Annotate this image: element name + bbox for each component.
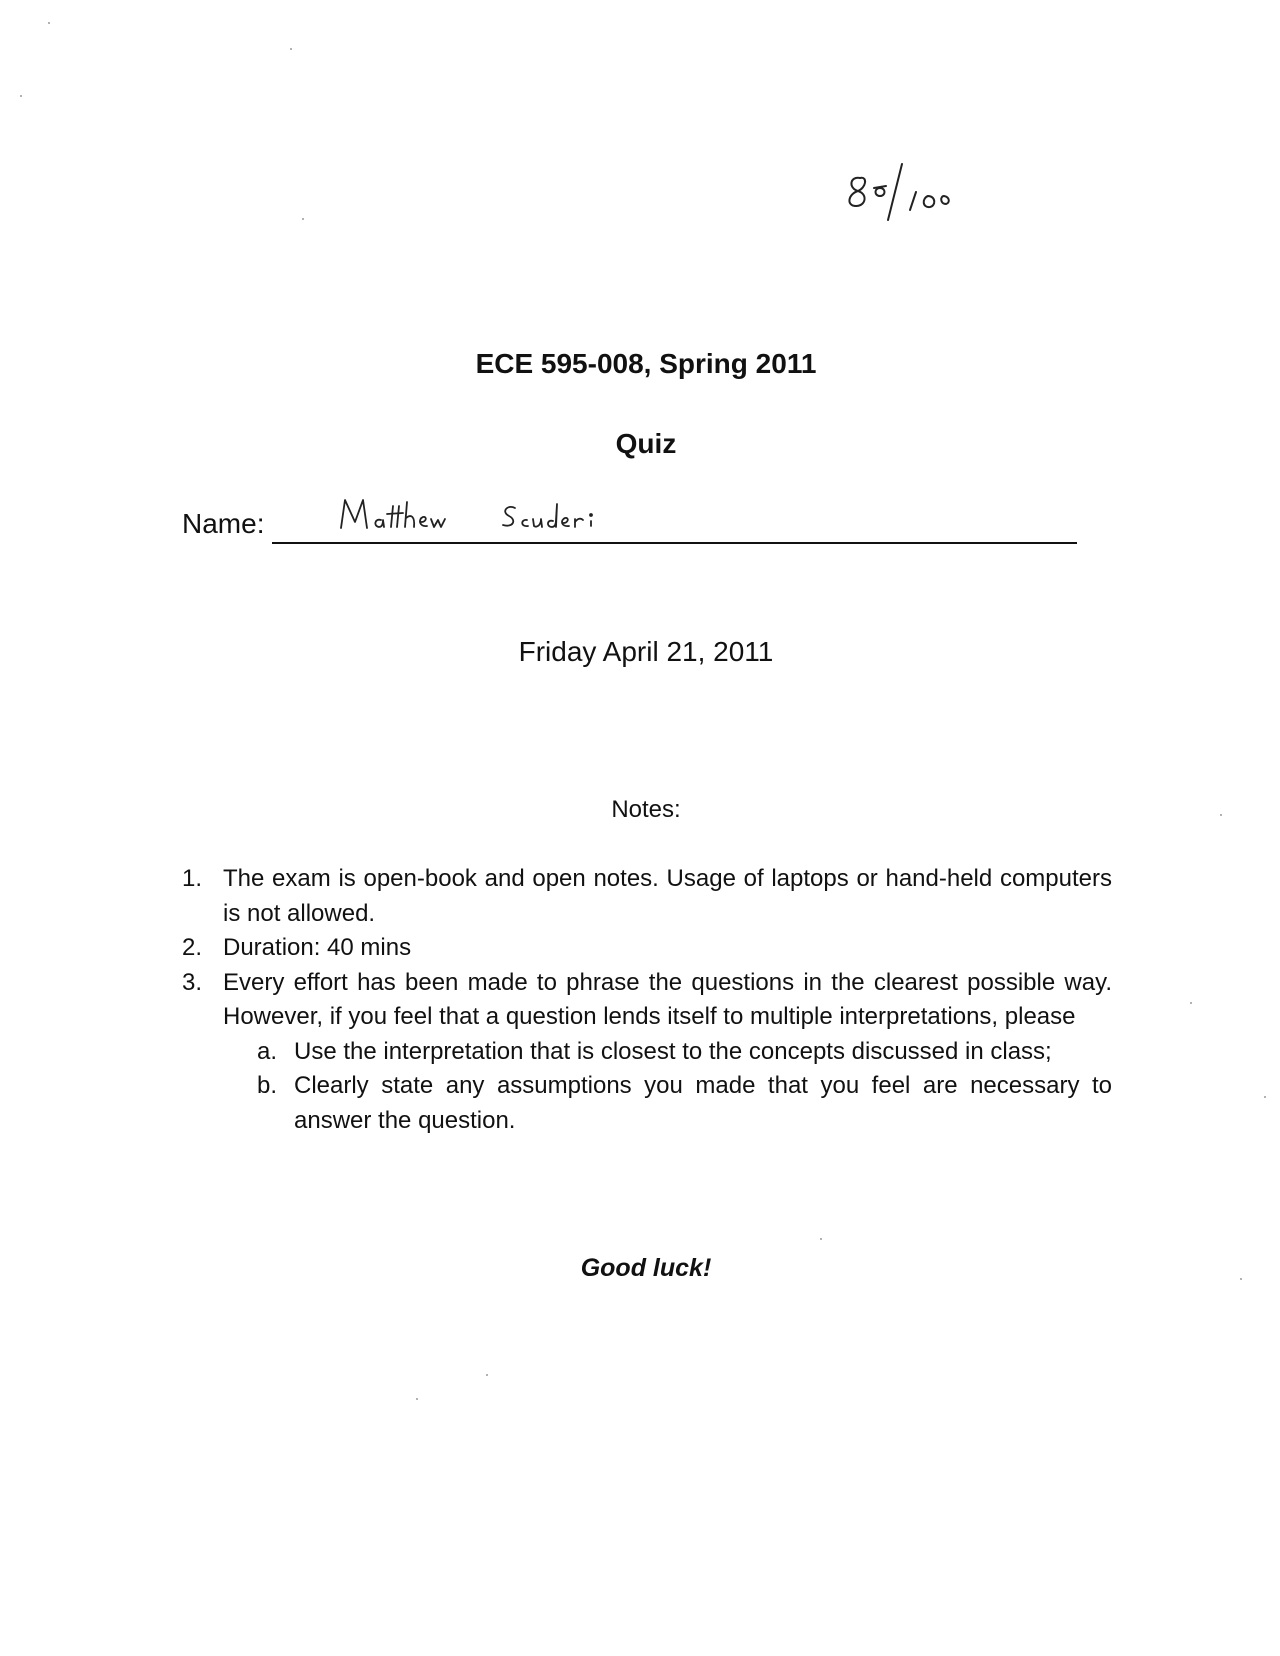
- scan-speck: [20, 95, 22, 97]
- notes-heading: Notes:: [611, 796, 681, 823]
- scan-speck: [1264, 1096, 1266, 1098]
- list-item: [182, 931, 1112, 966]
- closing-message: Good luck!: [580, 1254, 712, 1282]
- scan-speck: [290, 48, 292, 50]
- notes-list: [182, 862, 1112, 1138]
- list-item: [182, 862, 1112, 931]
- scan-speck: [1190, 1002, 1192, 1004]
- course-title: ECE 595-008, Spring 2011: [475, 348, 817, 379]
- list-subitem-letter: a.: [257, 1037, 278, 1065]
- scan-speck: [820, 1238, 822, 1240]
- scan-speck: [1220, 814, 1222, 816]
- name-field: [182, 508, 1082, 548]
- list-subitem: [257, 1035, 1112, 1070]
- list-item-text: Every effort has been made to phrase the questions in the clearest possible way. However, if you feel that a question lends itself to multiple interpretations, please: [223, 968, 1112, 1030]
- name-underline: [272, 542, 1077, 544]
- quiz-title: Quiz: [615, 428, 677, 459]
- scan-speck: [302, 218, 304, 220]
- scan-speck: [486, 1374, 488, 1376]
- handwritten-name: [337, 494, 637, 538]
- quiz-date: Friday April 21, 2011: [518, 636, 774, 667]
- list-item: [182, 966, 1112, 1035]
- list-item-text: Duration: 40 mins: [223, 934, 412, 961]
- scan-speck: [416, 1398, 418, 1400]
- list-item-number: 3.: [182, 968, 203, 996]
- list-item-text: The exam is open-book and open notes. Usage of laptops or hand-held computers is not allowed.: [223, 865, 1112, 927]
- list-subitem-text: Use the interpretation that is closest to the concepts discussed in class;: [294, 1037, 1052, 1065]
- handwritten-score: [840, 158, 990, 238]
- scan-speck: [48, 22, 50, 24]
- list-item-number: 1.: [182, 865, 203, 892]
- list-subitem: [257, 1069, 1112, 1138]
- list-subitem-text: Clearly state any assumptions you made that you feel are necessary to answer the question.: [294, 1072, 1112, 1134]
- list-subitem-letter: b.: [257, 1072, 278, 1099]
- list-item-number: 2.: [182, 934, 203, 961]
- scan-speck: [1240, 1278, 1242, 1280]
- name-label: Name:: [182, 508, 265, 539]
